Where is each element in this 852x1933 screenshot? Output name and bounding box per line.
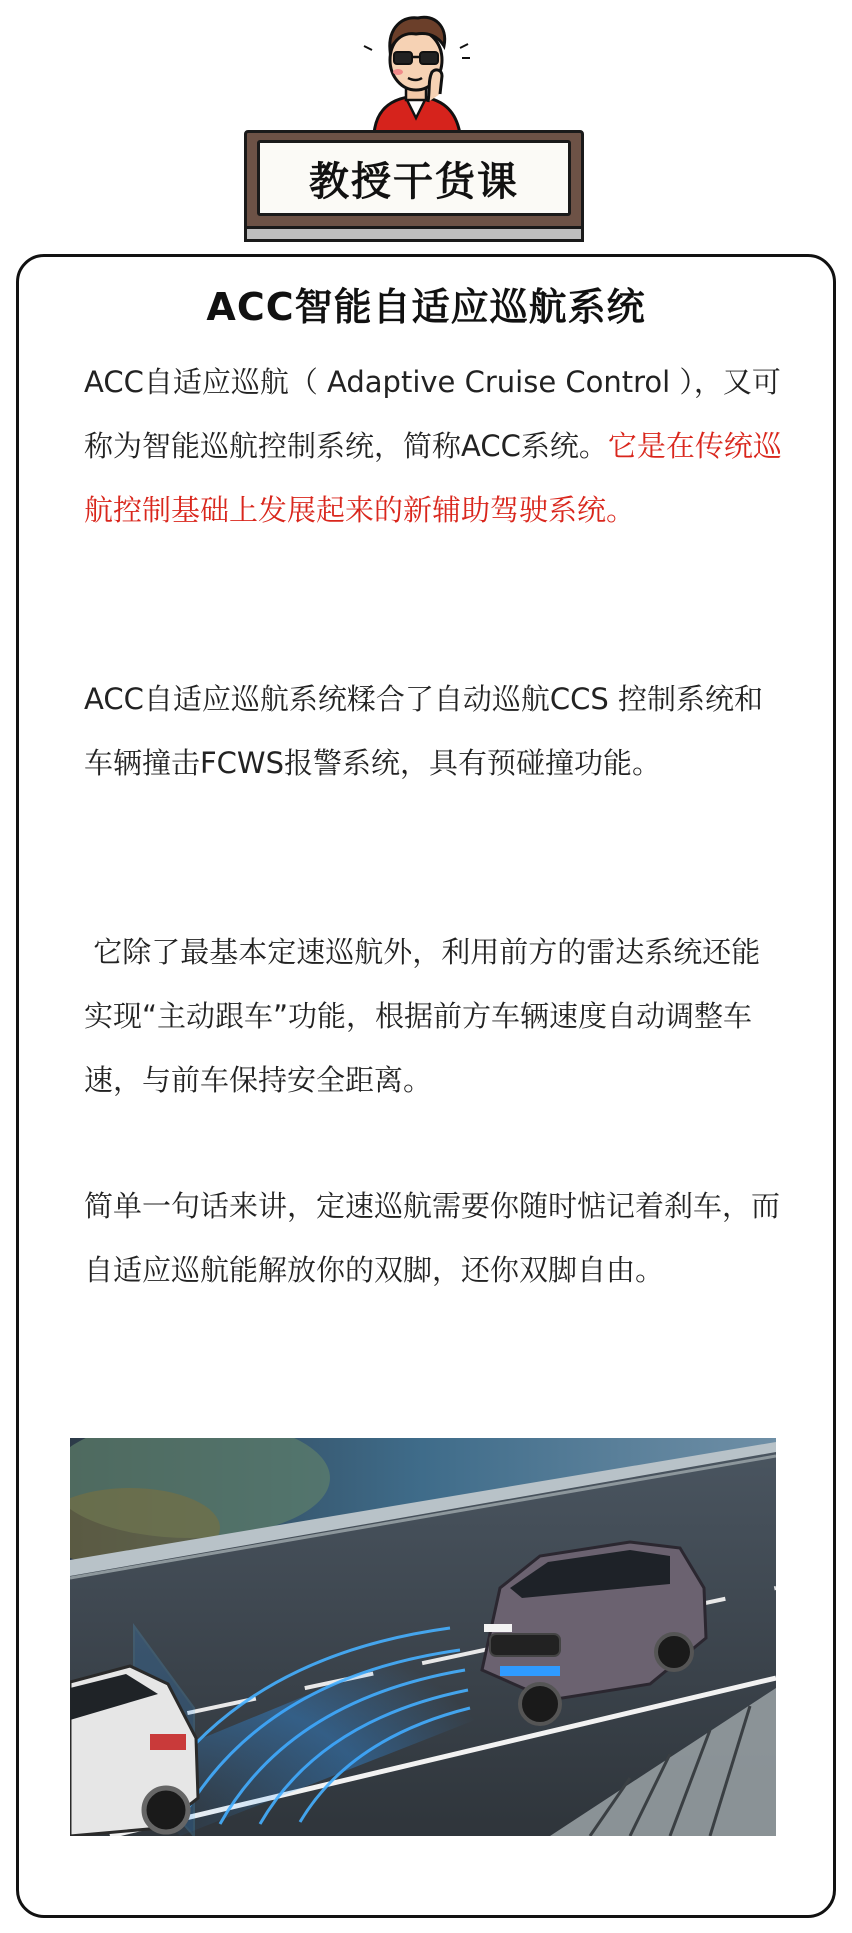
paragraph-4: 简单一句话来讲，定速巡航需要你随时惦记着刹车，而自适应巡航能解放你的双脚，还你双脚自由。 (84, 1189, 781, 1287)
header-signboard (244, 130, 584, 234)
paragraph-1 (84, 350, 784, 542)
signboard-base (244, 226, 584, 242)
professor-mascot-icon (356, 6, 476, 134)
paragraph-1-highlight: 它是在传统巡航控制基础上发展起来的新辅助驾驶系统。 (84, 429, 782, 527)
article-title: ACC智能自适应巡航系统 (206, 285, 646, 329)
acc-radar-road-scene-icon (70, 1438, 776, 1836)
paragraph-2: ACC自适应巡航系统糅合了自动巡航CCS 控制系统和车辆撞击FCWS报警系统，具有预碰撞功能。 (84, 682, 763, 780)
paragraph-1-text: ACC自适应巡航（ Adaptive Cruise Control ），又可称为智能巡航控制系统，简称ACC系统。 (84, 365, 781, 463)
acc-illustration (70, 1438, 776, 1836)
paragraph-3: 它除了最基本定速巡航外，利用前方的雷达系统还能实现“主动跟车”功能，根据前方车辆速度自动调整车速，与前车保持安全距离。 (84, 935, 761, 1097)
header-badge: 教授干货课 (257, 140, 571, 216)
